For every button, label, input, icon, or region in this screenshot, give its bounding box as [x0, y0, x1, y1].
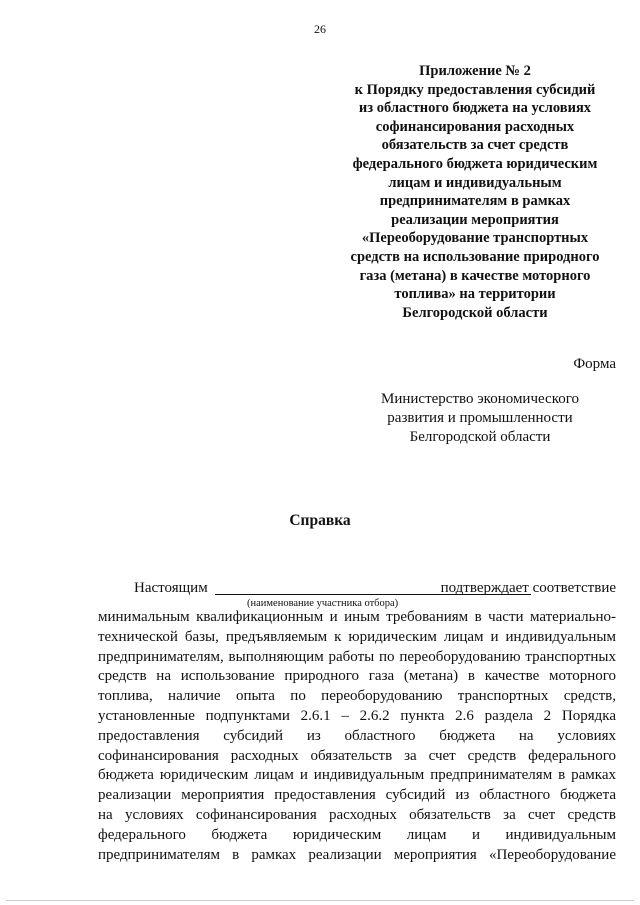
appendix-line: лицам и индивидуальным — [388, 174, 562, 191]
page-bottom-edge — [6, 900, 634, 901]
body-line: предпринимателям в рамках реализации мероприятия «Переоборудование — [98, 846, 616, 863]
appendix-line: из областного бюджета на условиях — [358, 100, 592, 117]
appendix-line: предпринимателям в рамках — [379, 193, 571, 210]
appendix-line: реализации мероприятия — [391, 211, 559, 228]
body-line: на условиях софинансирования расходных обязательств за счет средств — [98, 806, 616, 823]
addressee-line: Министерство экономического — [381, 391, 579, 407]
body-line: предпринимателям, выполняющим работы по переоборудованию транспортных — [98, 648, 616, 665]
body-line: средств на использование природного газа (метана) в качестве моторного — [98, 668, 616, 685]
addressee-line: Белгородской области — [409, 429, 551, 445]
appendix-line: софинансирования расходных — [375, 118, 575, 135]
body-line: бюджета юридическим лицам и индивидуальным предпринимателям в рамках — [98, 767, 616, 784]
statement-lead: Настоящим — [134, 580, 208, 596]
appendix-line: Приложение № 2 — [419, 63, 531, 79]
addressee-block — [345, 390, 615, 447]
appendix-line: Белгородской области — [402, 304, 548, 321]
body-line: софинансирования расходных обязательств за счет средств федерального — [98, 747, 616, 764]
body-line: реализации мероприятия предоставления субсидий из областного бюджета — [98, 787, 616, 804]
statement-tail: подтверждает соответствие — [440, 580, 616, 596]
body-line: установленные подпунктами 2.6.1 – 2.6.2 пункта 2.6 раздела 2 Порядка — [98, 707, 616, 724]
appendix-line: «Переоборудование транспортных — [361, 230, 589, 247]
body-line: предоставления субсидий из областного бюджета на условиях — [98, 727, 616, 744]
appendix-line: федерального бюджета юридическим — [352, 155, 598, 172]
appendix-line: к Порядку предоставления субсидий — [354, 81, 596, 98]
body-line: федерального бюджета юридическим лицам и индивидуальным — [98, 826, 616, 843]
statement-body — [98, 608, 616, 865]
appendix-line: обязательств за счет средств — [381, 137, 569, 154]
document-title: Справка — [289, 512, 351, 529]
body-line: технической базы, предъявляемым к юридическим лицам и индивидуальным — [98, 628, 616, 645]
appendix-line: средств на использование природного — [350, 248, 600, 265]
addressee-line: развития и промышленности — [387, 410, 573, 426]
appendix-header — [330, 62, 620, 322]
page-number: 26 — [314, 22, 326, 36]
body-line: минимальным квалификационным и иным требованиям в части материально- — [98, 609, 616, 625]
appendix-line: газа (метана) в качестве моторного — [359, 267, 591, 284]
form-label: Форма — [573, 356, 616, 372]
appendix-line: топлива» на территории — [394, 286, 556, 303]
body-line: топлива, наличие опыта по переоборудованию транспортных средств, — [98, 688, 616, 705]
blank-caption: (наименование участника отбора) — [247, 598, 399, 609]
